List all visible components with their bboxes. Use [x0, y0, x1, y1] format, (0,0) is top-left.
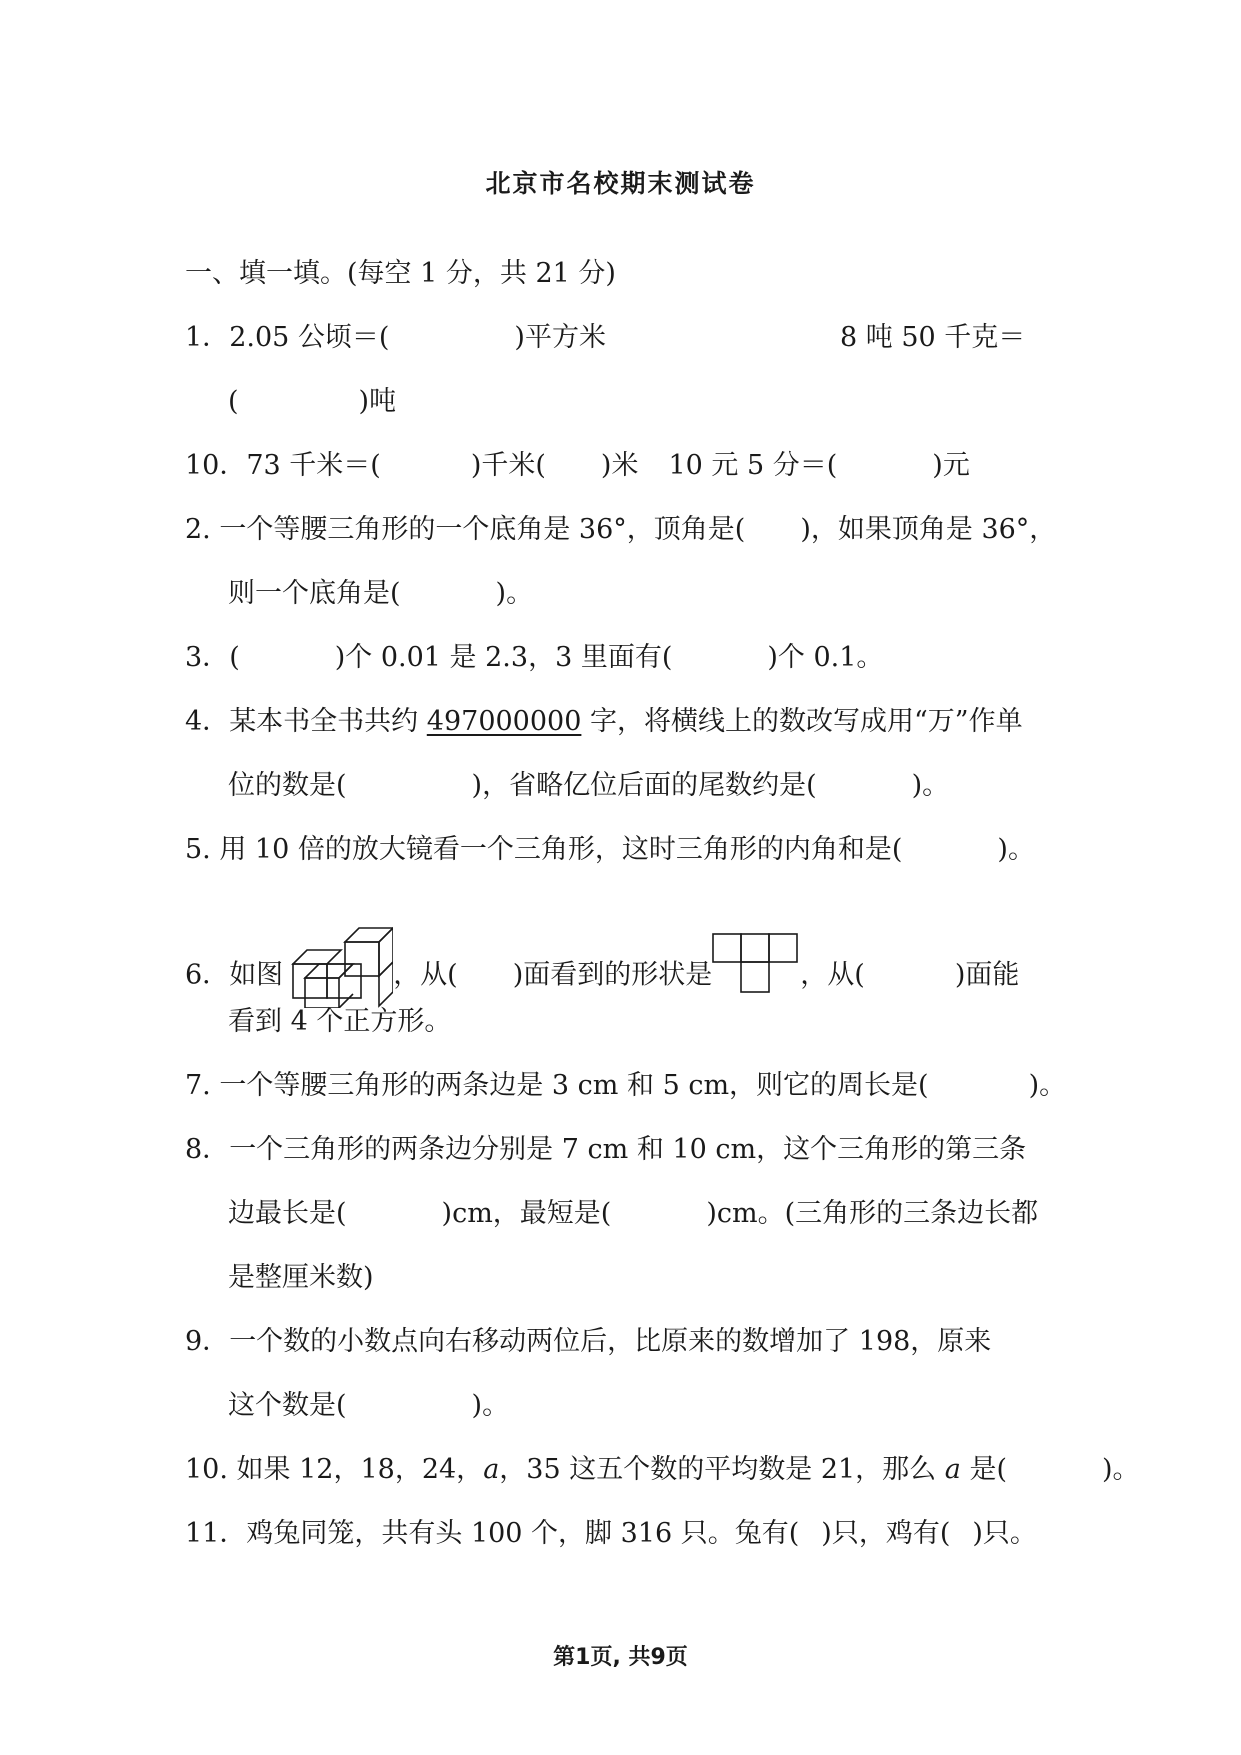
q9-text-3: )。 — [471, 1390, 510, 1421]
q2-text-4: )。 — [495, 578, 534, 609]
q11-text-3: )只。 — [972, 1518, 1037, 1549]
q4-text-4: )，省略亿位后面的尾数约是( — [471, 770, 817, 801]
question-number: 4． — [185, 706, 230, 737]
question-number: 8． — [185, 1134, 230, 1165]
page-footer: 第1页, 共9页 — [553, 1645, 688, 1670]
q3-text-1: )个 0.01 是 2.3，3 里面有( — [334, 642, 673, 673]
q4-text-2: 字，将横线上的数改写成用“万”作单 — [581, 706, 1023, 737]
q3-text-2: )个 0.1。 — [767, 642, 884, 673]
q8-text-3: )cm，最短是( — [441, 1198, 612, 1229]
variable-a: a — [483, 1454, 500, 1485]
question-number: 3． — [185, 642, 230, 673]
question-number: 11． — [185, 1518, 247, 1549]
question-2-cont — [228, 576, 533, 612]
q1-text-a: 2.05 公顷＝( — [229, 322, 390, 353]
q10b-text-2: ，35 这五个数的平均数是 21，那么 — [499, 1454, 945, 1485]
question-5 — [185, 832, 1035, 868]
q7-text-2: )。 — [1028, 1070, 1067, 1101]
question-number: 10． — [185, 450, 247, 481]
variable-a: a — [944, 1454, 961, 1485]
q6-text-2: ，从( — [393, 959, 458, 991]
q1-text-b: )平方米 — [514, 322, 606, 353]
section-heading: 一、填一填。(每空 1 分，共 21 分) — [185, 258, 616, 289]
question-8 — [185, 1132, 1026, 1168]
q11-text-1: 鸡兔同笼，共有头 100 个，脚 316 只。兔有( — [246, 1518, 800, 1549]
q6-text-3: )面看到的形状是 — [512, 959, 713, 991]
question-number: 6． — [185, 959, 230, 991]
question-number: 9． — [185, 1326, 230, 1357]
q8-text-1: 一个三角形的两条边分别是 7 cm 和 10 cm，这个三角形的第三条 — [229, 1134, 1027, 1165]
q10a-text-4: 10 元 5 分＝( — [668, 450, 838, 481]
q8-text-4: )cm。(三角形的三条边长都 — [706, 1198, 1039, 1229]
q9-text-1: 一个数的小数点向右移动两位后，比原来的数增加了 198，原来 — [229, 1326, 992, 1357]
q6-text-5: )面能 — [954, 959, 1020, 991]
q6-text-4: ，从( — [800, 959, 865, 991]
q4-text-5: )。 — [911, 770, 950, 801]
question-1 — [185, 320, 606, 356]
q2-text-2: )，如果顶角是 36°， — [800, 514, 1057, 545]
q7-text-1: 7. 一个等腰三角形的两条边是 3 cm 和 5 cm，则它的周长是( — [185, 1070, 929, 1101]
paren-open: ( — [228, 386, 239, 417]
question-10a — [185, 448, 970, 484]
q8-text-2: 边最长是( — [228, 1198, 347, 1229]
q10b-text-3: 是( — [960, 1454, 1007, 1485]
question-8-cont — [228, 1196, 1038, 1232]
question-6-cont: 看到 4 个正方形。 — [228, 1006, 452, 1037]
q5-text-2: )。 — [997, 834, 1035, 865]
question-number: 1． — [185, 322, 230, 353]
question-7 — [185, 1068, 1066, 1104]
q6-text-1: 如图 — [229, 959, 284, 991]
q10a-text-5: )元 — [932, 450, 970, 481]
q9-text-2: 这个数是( — [228, 1390, 347, 1421]
paren-open: ( — [229, 642, 240, 673]
q4-text-1: 某本书全书共约 — [229, 706, 427, 737]
q5-text-1: 5. 用 10 倍的放大镜看一个三角形，这时三角形的内角和是( — [185, 834, 903, 865]
q10a-text-1: 73 千米＝( — [246, 450, 381, 481]
question-10b — [185, 1452, 1140, 1488]
q4-text-3: 位的数是( — [228, 770, 347, 801]
question-1-cont — [228, 384, 396, 420]
q10a-text-2: )千米( — [470, 450, 546, 481]
q2-text-3: 则一个底角是( — [228, 578, 401, 609]
q1-unit: )吨 — [358, 386, 397, 417]
q10b-text-4: )。 — [1102, 1454, 1140, 1485]
question-3 — [185, 640, 883, 676]
question-8-cont2: 是整厘米数) — [228, 1262, 374, 1293]
underlined-number: 497000000 — [426, 706, 582, 737]
view-shape-figure — [712, 932, 800, 1020]
question-4-cont — [228, 768, 949, 804]
question-2 — [185, 512, 1056, 548]
question-9 — [185, 1324, 991, 1360]
q10b-text-1: 10. 如果 12，18，24， — [185, 1454, 484, 1485]
q2-text-1: 2. 一个等腰三角形的一个底角是 36°，顶角是( — [185, 514, 746, 545]
q10a-text-3: )米 — [600, 450, 639, 481]
question-4 — [185, 704, 1023, 740]
question-1-part-b: 8 吨 50 千克＝ — [840, 322, 1026, 353]
question-9-cont — [228, 1388, 509, 1424]
page-title: 北京市名校期末测试卷 — [485, 169, 756, 198]
q11-text-2: )只，鸡有( — [821, 1518, 951, 1549]
question-11 — [185, 1516, 1037, 1552]
